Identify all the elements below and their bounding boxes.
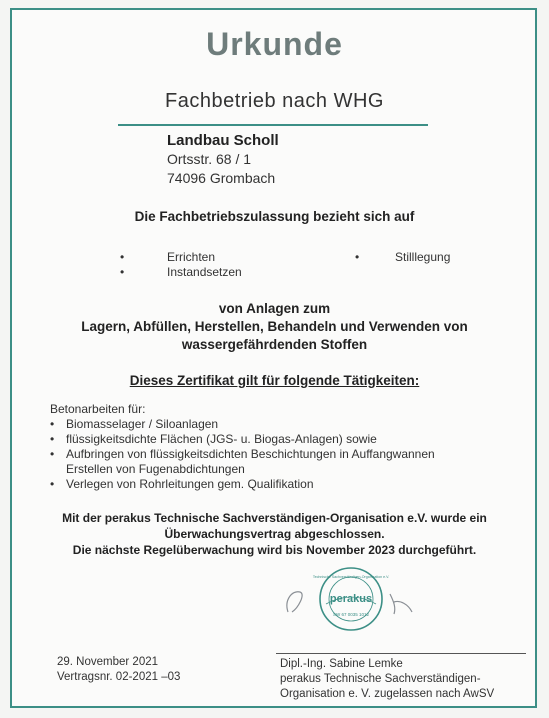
list-item: [50, 477, 435, 492]
seal-label: perakus: [329, 593, 373, 605]
perakus-seal-icon: [312, 566, 390, 632]
notice-line: Mit der perakus Technische Sachverständigen-Organisation e.V. wurde ein: [62, 511, 487, 525]
bullet-icon: •: [120, 265, 125, 279]
bullet-icon: •: [50, 447, 55, 461]
bullet-icon: •: [50, 432, 55, 446]
company-name: Landbau Scholl: [167, 132, 279, 149]
signatory-accreditation: Organisation e. V. zugelassen nach AwSV: [280, 688, 495, 700]
seal-ring-text: Technische Sachverständigen-Organisation e.V.: [312, 575, 390, 579]
list-item-label: flüssigkeitsdichte Flächen (JGS- u. Biogas-Anlagen) sowie: [66, 432, 377, 446]
scope-heading: Die Fachbetriebszulassung bezieht sich auf: [134, 209, 415, 224]
issue-date: 29. November 2021: [57, 656, 159, 668]
seal-number: SW 67 0035 1012: [332, 612, 370, 617]
list-item: [50, 417, 435, 432]
list-item-label: Aufbringen von flüssigkeitsdichten Beschichtungen in Auffangwannen: [66, 447, 435, 461]
certificate-title: Urkunde: [206, 26, 343, 62]
notice-line: Überwachungsvertrag abgeschlossen.: [164, 527, 385, 541]
list-item: [50, 432, 435, 447]
list-item-label: Stilllegung: [395, 250, 451, 264]
list-item: [50, 447, 435, 477]
company-city: 74096 Grombach: [167, 170, 276, 186]
scope-line: wassergefährdenden Stoffen: [181, 337, 368, 352]
bullet-icon: •: [355, 250, 360, 264]
list-item-label: Instandsetzen: [167, 265, 242, 279]
signature-line: [276, 653, 526, 654]
activities-list: [50, 402, 435, 492]
bullet-icon: •: [50, 417, 55, 431]
title-divider: [118, 124, 428, 126]
signatory-org: perakus Technische Sachverständigen-: [280, 673, 481, 685]
certificate-frame: [10, 8, 537, 708]
signatory-name: Dipl.-Ing. Sabine Lemke: [280, 658, 403, 670]
notice-line: Die nächste Regelüberwachung wird bis November 2023 durchgeführt.: [72, 543, 477, 557]
list-item-continuation: Erstellen von Fugenabdichtungen: [66, 462, 245, 476]
activities-heading: Dieses Zertifikat gilt für folgende Tätigkeiten:: [129, 373, 420, 388]
company-street: Ortsstr. 68 / 1: [167, 151, 252, 167]
list-item-label: Errichten: [167, 250, 216, 264]
scope-line: von Anlagen zum: [218, 301, 331, 316]
scope-line: Lagern, Abfüllen, Herstellen, Behandeln und Verwenden von: [81, 319, 468, 334]
signatory-block: [280, 657, 494, 702]
list-item-label: Biomasselager / Siloanlagen: [66, 417, 219, 431]
activities-intro: Betonarbeiten für:: [50, 402, 146, 416]
company-address: [167, 131, 279, 188]
issue-details: [57, 655, 180, 685]
scope-statement: [0, 300, 549, 354]
list-item-label: Verlegen von Rohrleitungen gem. Qualifikation: [66, 477, 314, 491]
bullet-icon: •: [120, 250, 125, 264]
monitoring-notice: [0, 510, 549, 558]
bullet-icon: •: [50, 477, 55, 491]
contract-number: Vertragsnr. 02-2021 –03: [57, 671, 181, 683]
certificate-subtitle: Fachbetrieb nach WHG: [165, 90, 384, 112]
